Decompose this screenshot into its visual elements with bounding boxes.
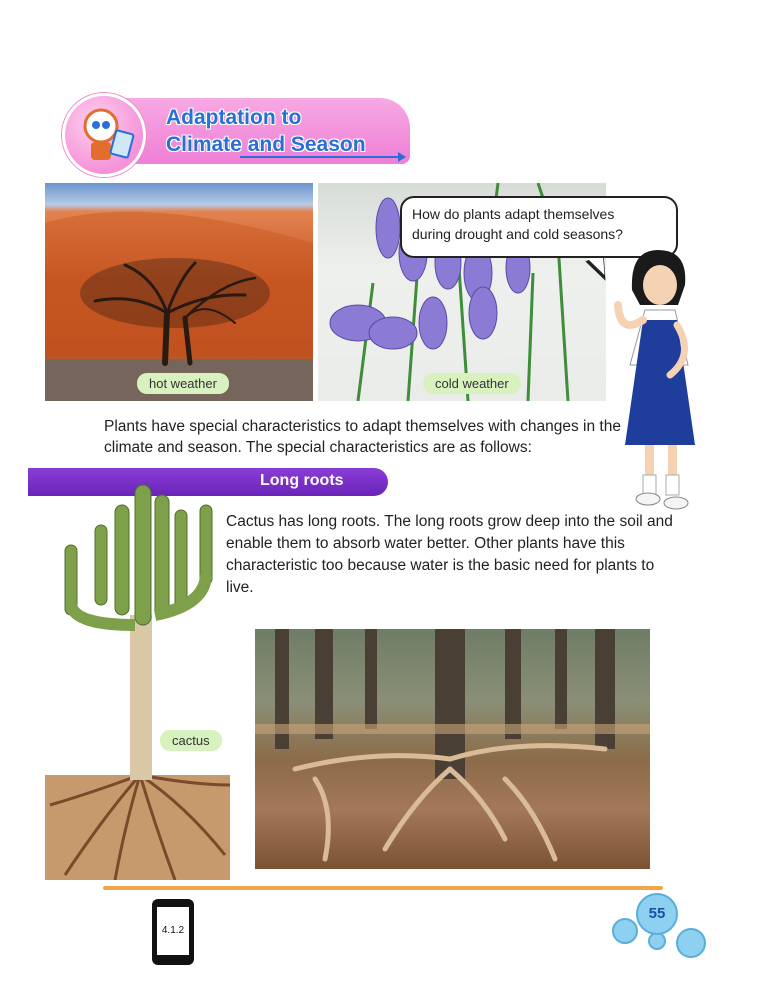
- page-number: 55: [636, 893, 678, 935]
- hot-weather-caption: hot weather: [137, 373, 229, 394]
- title-banner: [100, 98, 410, 164]
- student-girl-illustration: [610, 245, 710, 525]
- speech-line-1: How do plants adapt themselves: [412, 206, 615, 222]
- forest-roots-photo: [255, 629, 650, 869]
- cactus-photo: [45, 475, 230, 880]
- intro-paragraph: Plants have special characteristics to adapt themselves with changes in the climate and season. The special characteristics are as follows:: [104, 418, 621, 456]
- cactus-caption: cactus: [160, 730, 222, 751]
- long-roots-paragraph: Cactus has long roots. The long roots grow deep into the soil and enable them to absorb water better. Other plants have this characteristic too because water is the basic need for plants to live.: [226, 513, 673, 596]
- hot-weather-photo: [45, 183, 313, 401]
- section-title: Long roots: [260, 472, 344, 489]
- standard-code: 4.1.2: [157, 907, 189, 955]
- title-line-1: Adaptation to: [166, 106, 302, 129]
- footer-divider: [103, 886, 663, 890]
- robot-mascot-icon: [62, 93, 146, 177]
- title-line-2: Climate and Season: [166, 133, 366, 156]
- title-underline: [240, 156, 400, 158]
- molecule-bubble-icon: [676, 928, 706, 958]
- speech-line-2: during drought and cold seasons?: [412, 226, 623, 242]
- molecule-bubble-icon: [612, 918, 638, 944]
- tablet-icon: [152, 899, 194, 965]
- cold-weather-caption: cold weather: [423, 373, 521, 394]
